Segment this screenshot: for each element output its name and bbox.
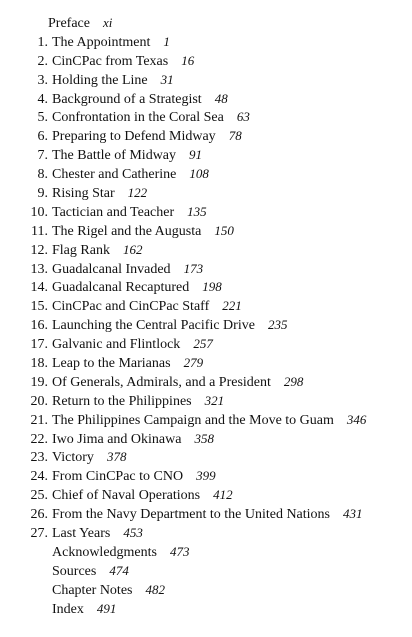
chapter-number: 16.	[30, 318, 48, 334]
chapter-page: 108	[189, 166, 209, 182]
chapter-number: 19.	[30, 374, 48, 390]
toc-entry-chapter	[22, 278, 408, 297]
chapter-page: 63	[236, 109, 250, 125]
chapter-title: From CinCPac to CNO	[52, 469, 184, 485]
entry-page: 473	[169, 543, 190, 559]
chapter-title: Chester and Catherine	[52, 167, 177, 183]
chapter-number: 25.	[30, 488, 48, 504]
chapter-title: Return to the Philippines	[52, 393, 192, 409]
chapter-page: 431	[343, 506, 363, 522]
chapter-page: 135	[187, 203, 207, 219]
chapter-number: 6.	[37, 129, 48, 145]
chapter-title: Background of a Strategist	[52, 91, 202, 107]
chapter-title: Flag Rank	[52, 242, 110, 258]
chapter-page: 321	[204, 392, 225, 408]
chapter-number: 10.	[30, 204, 48, 220]
chapter-page: 412	[213, 487, 233, 503]
toc-entry-chapter	[22, 316, 408, 335]
entry-title: Index	[52, 601, 84, 617]
chapter-title: Leap to the Marianas	[52, 356, 171, 372]
toc-entry-chapter	[22, 108, 408, 127]
chapter-page: 235	[267, 317, 288, 333]
chapter-title: Tactician and Teacher	[52, 204, 175, 220]
chapter-page: 346	[346, 411, 367, 427]
chapter-title: The Appointment	[52, 34, 151, 50]
chapter-title: The Philippines Campaign and the Move to Guam	[52, 412, 334, 428]
toc-entry-chapter	[22, 467, 408, 486]
entry-title: Preface	[48, 16, 90, 31]
toc-entry-chapter	[22, 297, 408, 316]
chapter-page: 1	[163, 33, 170, 49]
entry-title: Chapter Notes	[52, 582, 133, 598]
toc-entry-chapter	[22, 184, 408, 203]
chapter-page: 48	[214, 90, 228, 106]
chapter-page: 198	[202, 279, 222, 295]
chapter-page: 78	[228, 128, 242, 144]
chapter-page: 279	[183, 355, 204, 371]
toc-entry-chapter	[22, 392, 408, 411]
toc-entry-chapter	[22, 52, 408, 71]
chapter-page: 453	[123, 525, 143, 541]
toc-entry-chapter	[22, 373, 408, 392]
chapter-number: 14.	[30, 280, 48, 296]
toc-entry-chapter	[22, 165, 408, 184]
entry-title: Sources	[52, 563, 97, 579]
toc-entry-chapter	[22, 430, 408, 449]
chapter-title: Chief of Naval Operations	[52, 488, 201, 504]
entry-page: xi	[102, 15, 113, 30]
toc-entry-chapter	[22, 486, 408, 505]
chapter-title: The Battle of Midway	[52, 148, 177, 164]
toc-entry-chapter	[22, 146, 408, 165]
chapter-page: 378	[106, 449, 127, 465]
chapter-number: 9.	[37, 186, 48, 202]
toc-entry-back-matter	[22, 581, 408, 600]
chapter-title: Guadalcanal Recaptured	[52, 280, 190, 296]
chapter-title: Holding the Line	[52, 72, 148, 88]
entry-page: 474	[109, 562, 129, 578]
chapter-title: Victory	[52, 450, 94, 466]
chapter-title: Galvanic and Flintlock	[52, 337, 181, 353]
toc-entry-chapter	[22, 354, 408, 373]
chapter-number: 17.	[30, 337, 48, 353]
chapter-title: Confrontation in the Coral Sea	[52, 110, 224, 126]
chapter-number: 15.	[30, 299, 48, 315]
chapter-page: 221	[222, 298, 242, 314]
chapter-number: 5.	[37, 110, 48, 126]
chapter-title: Preparing to Defend Midway	[52, 129, 216, 145]
chapter-page: 399	[196, 468, 216, 484]
chapter-number: 2.	[37, 53, 48, 69]
chapter-number: 11.	[31, 223, 48, 239]
chapter-page: 91	[189, 147, 203, 163]
chapter-number: 13.	[30, 261, 48, 277]
chapter-page: 173	[183, 260, 204, 276]
chapter-number: 8.	[37, 167, 48, 183]
chapter-page: 162	[122, 241, 143, 257]
toc-entry-chapter	[22, 33, 408, 52]
chapter-title: Last Years	[52, 526, 111, 542]
chapter-page: 358	[194, 430, 214, 446]
chapter-page: 298	[283, 373, 304, 389]
entry-title: Acknowledgments	[52, 544, 157, 560]
chapter-number: 1.	[37, 34, 48, 50]
entry-page: 491	[96, 600, 117, 616]
toc-entry-chapter	[22, 448, 408, 467]
chapter-number: 22.	[30, 431, 48, 447]
toc-entry-chapter	[22, 260, 408, 279]
chapter-number: 7.	[37, 148, 48, 164]
chapter-title: Iwo Jima and Okinawa	[52, 431, 182, 447]
chapter-number: 26.	[30, 507, 48, 523]
chapter-number: 3.	[37, 72, 48, 88]
chapter-title: Launching the Central Pacific Drive	[52, 318, 255, 334]
chapter-page: 31	[160, 71, 174, 87]
toc-entry-chapter	[22, 222, 408, 241]
chapter-title: Of Generals, Admirals, and a President	[52, 374, 271, 390]
entry-page: 482	[145, 581, 165, 597]
toc-entry-back-matter	[22, 600, 408, 619]
chapter-title: Rising Star	[52, 186, 115, 202]
toc-entry-preface	[22, 14, 408, 33]
chapter-number: 4.	[37, 91, 48, 107]
chapter-number: 24.	[30, 469, 48, 485]
chapter-page: 16	[181, 52, 195, 68]
chapter-title: From the Navy Department to the United Nations	[52, 507, 330, 523]
chapter-number: 18.	[30, 356, 48, 372]
toc-entry-back-matter	[22, 562, 408, 581]
toc-entry-chapter	[22, 90, 408, 109]
table-of-contents	[22, 14, 408, 619]
toc-entry-chapter	[22, 335, 408, 354]
toc-entry-chapter	[22, 71, 408, 90]
toc-entry-chapter	[22, 203, 408, 222]
chapter-page: 257	[193, 336, 213, 352]
toc-entry-chapter	[22, 505, 408, 524]
chapter-number: 12.	[30, 242, 48, 258]
toc-entry-chapter	[22, 127, 408, 146]
chapter-page: 150	[214, 222, 234, 238]
toc-entry-chapter	[22, 524, 408, 543]
chapter-title: CinCPac and CinCPac Staff	[52, 299, 210, 315]
chapter-number: 23.	[30, 450, 48, 466]
chapter-title: Guadalcanal Invaded	[52, 261, 171, 277]
chapter-number: 21.	[30, 412, 48, 428]
toc-entry-chapter	[22, 241, 408, 260]
chapter-title: The Rigel and the Augusta	[52, 223, 202, 239]
chapter-page: 122	[127, 185, 148, 201]
toc-entry-back-matter	[22, 543, 408, 562]
chapter-number: 20.	[30, 393, 48, 409]
chapter-number: 27.	[30, 526, 48, 542]
toc-entry-chapter	[22, 411, 408, 430]
chapter-title: CinCPac from Texas	[52, 53, 169, 69]
